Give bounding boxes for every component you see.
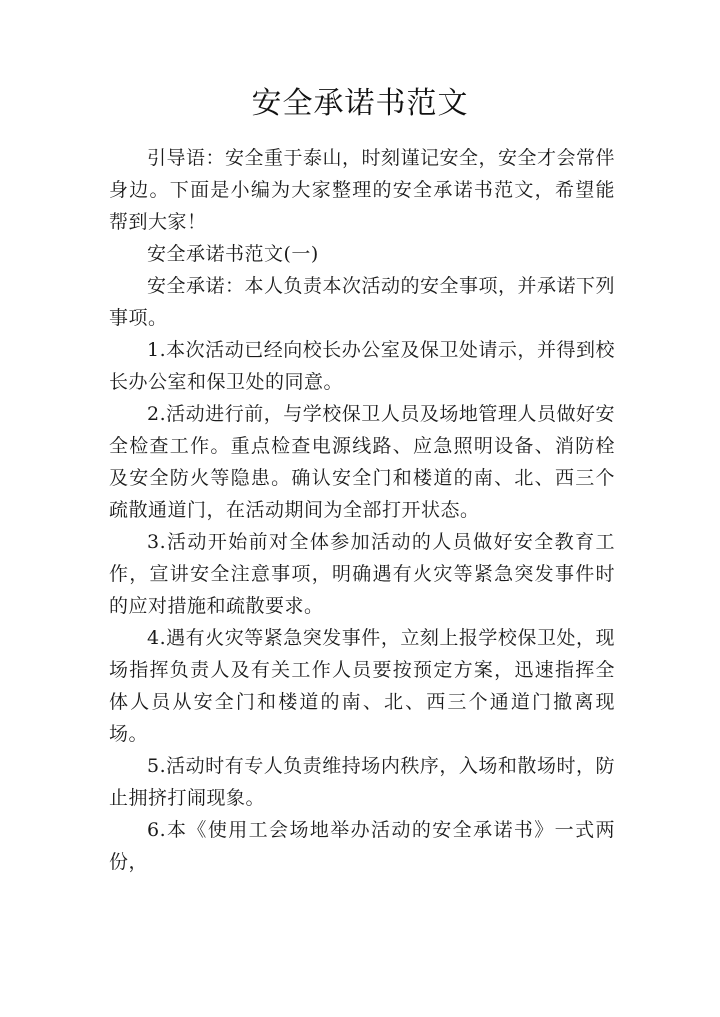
- document-title: 安全承诺书范文: [251, 86, 469, 121]
- item-5-paragraph: 5.活动时有专人负责维持场内秩序，入场和散场时，防止拥挤打闹现象。: [109, 755, 615, 809]
- item-6-paragraph: 6.本《使用工会场地举办活动的安全承诺书》一式两份，: [109, 819, 615, 873]
- section-heading: 安全承诺书范文(一): [147, 243, 319, 265]
- document-body: [109, 142, 615, 878]
- item-4-paragraph: 4.遇有火灾等紧急突发事件，立刻上报学校保卫处，现场指挥负责人及有关工作人员要按预定方案，迅速指挥全体人员从安全门和楼道的南、北、西三个通道门撤离现场。: [109, 627, 615, 745]
- commitment-paragraph: 安全承诺：本人负责本次活动的安全事项，并承诺下列事项。: [109, 275, 616, 329]
- intro-paragraph: 引导语：安全重于泰山，时刻谨记安全，安全才会常伴身边。下面是小编为大家整理的安全承诺书范文，希望能帮到大家！: [109, 147, 616, 233]
- item-1-paragraph: 1.本次活动已经向校长办公室及保卫处请示，并得到校长办公室和保卫处的同意。: [109, 339, 615, 393]
- item-2-paragraph: 2.活动进行前，与学校保卫人员及场地管理人员做好安全检查工作。重点检查电源线路、应急照明设备、消防栓及安全防火等隐患。确认安全门和楼道的南、北、西三个疏散通道门，在活动期间为全部打开状态。: [109, 403, 615, 521]
- item-3-paragraph: 3.活动开始前对全体参加活动的人员做好安全教育工作，宣讲安全注意事项，明确遇有火灾等紧急突发事件时的应对措施和疏散要求。: [109, 531, 615, 617]
